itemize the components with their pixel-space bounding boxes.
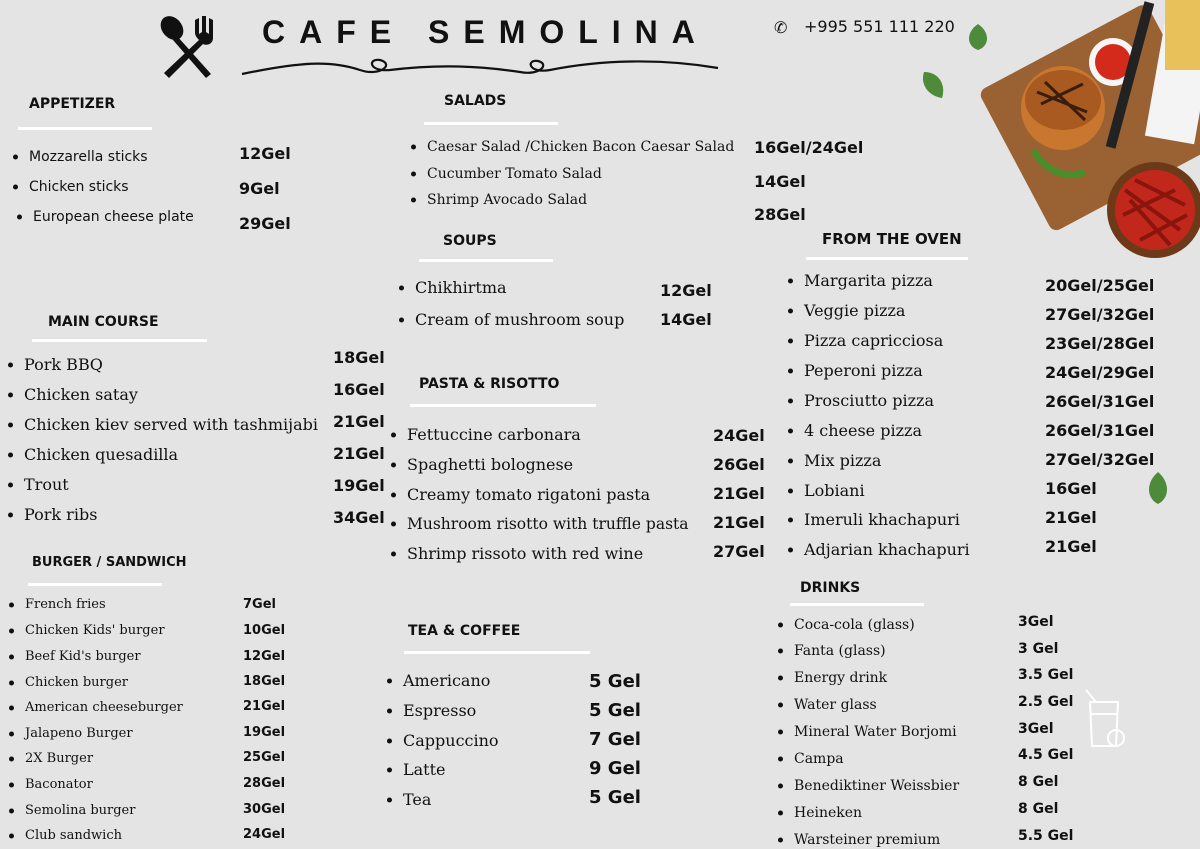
item-price: 5.5 Gel xyxy=(1018,828,1074,844)
menu-item: Shrimp Avocado Salad xyxy=(427,192,588,208)
menu-item: Caesar Salad /Chicken Bacon Caesar Salad xyxy=(427,139,735,155)
item-price: 19Gel xyxy=(243,725,286,740)
item-price: 5 Gel xyxy=(589,700,641,721)
menu-item: Pork ribs xyxy=(24,505,98,524)
menu-item: Water glass xyxy=(794,697,877,713)
section-divider xyxy=(404,651,590,654)
section-divider xyxy=(806,257,968,260)
item-price: 2.5 Gel xyxy=(1018,694,1074,710)
item-price: 21Gel xyxy=(713,513,765,532)
menu-item: Cream of mushroom soup xyxy=(415,310,625,329)
item-price: 24Gel xyxy=(713,426,765,445)
item-price: 19Gel xyxy=(333,476,385,495)
menu-item: Semolina burger xyxy=(25,803,136,818)
section-divider xyxy=(790,603,924,606)
food-image xyxy=(975,0,1200,270)
leaf-icon xyxy=(920,68,948,100)
menu-item: Warsteiner premium xyxy=(794,832,941,848)
menu-item: Chikhirtma xyxy=(415,278,507,297)
menu-item: Baconator xyxy=(25,777,93,792)
menu-item: Club sandwich xyxy=(25,828,122,843)
menu-item: Pork BBQ xyxy=(24,355,103,374)
section-divider xyxy=(28,583,162,586)
item-price: 16Gel/24Gel xyxy=(754,138,864,157)
item-price: 27Gel xyxy=(713,542,765,561)
section-divider xyxy=(32,339,207,342)
item-price: 27Gel/32Gel xyxy=(1045,450,1155,469)
leaf-icon xyxy=(1144,470,1172,506)
menu-item: Prosciutto pizza xyxy=(804,391,934,410)
item-price: 21Gel xyxy=(243,699,286,714)
menu-item: Chicken satay xyxy=(24,385,138,404)
section-heading-tea-coffee: TEA & COFFEE xyxy=(408,623,521,639)
section-divider xyxy=(410,404,596,407)
item-price: 9 Gel xyxy=(589,758,641,779)
menu-item: Mix pizza xyxy=(804,451,882,470)
item-price: 14Gel xyxy=(660,310,712,329)
menu-item: Latte xyxy=(403,760,446,779)
item-price: 7 Gel xyxy=(589,729,641,750)
menu-item: European cheese plate xyxy=(33,209,194,225)
menu-item: Mineral Water Borjomi xyxy=(794,724,957,740)
menu-item: Fettuccine carbonara xyxy=(407,425,581,444)
item-price: 16Gel xyxy=(1045,479,1097,498)
item-price: 3Gel xyxy=(1018,614,1054,630)
item-price: 29Gel xyxy=(239,214,291,233)
section-divider xyxy=(18,127,152,130)
menu-item: French fries xyxy=(25,597,106,612)
item-price: 28Gel xyxy=(243,776,286,791)
menu-item: Lobiani xyxy=(804,481,865,500)
menu-item: Americano xyxy=(403,671,491,690)
item-price: 28Gel xyxy=(754,205,806,224)
menu-item: Benediktiner Weissbier xyxy=(794,778,960,794)
menu-item: American cheeseburger xyxy=(25,700,183,715)
menu-item: Fanta (glass) xyxy=(794,643,886,659)
item-price: 3Gel xyxy=(1018,721,1054,737)
menu-item: Chicken Kids' burger xyxy=(25,623,165,638)
menu-item: Adjarian khachapuri xyxy=(804,540,970,559)
item-price: 3.5 Gel xyxy=(1018,667,1074,683)
item-price: 4.5 Gel xyxy=(1018,747,1074,763)
decorative-swirl xyxy=(240,52,720,82)
item-price: 5 Gel xyxy=(589,671,641,692)
cafe-title: CAFE SEMOLINA xyxy=(262,14,709,50)
section-heading-salads: SALADS xyxy=(444,93,507,109)
section-heading-main-course: MAIN COURSE xyxy=(48,314,159,330)
item-price: 12Gel xyxy=(243,649,286,664)
item-price: 24Gel/29Gel xyxy=(1045,363,1155,382)
menu-item: Veggie pizza xyxy=(804,301,906,320)
section-divider xyxy=(424,122,558,125)
menu-item: Heineken xyxy=(794,805,863,821)
menu-item: Shrimp rissoto with red wine xyxy=(407,544,644,563)
menu-item: Creamy tomato rigatoni pasta xyxy=(407,485,651,504)
section-heading-soups: SOUPS xyxy=(443,233,497,249)
menu-item: Coca-cola (glass) xyxy=(794,617,915,633)
item-price: 23Gel/28Gel xyxy=(1045,334,1155,353)
menu-item: Margarita pizza xyxy=(804,271,933,290)
item-price: 12Gel xyxy=(239,144,291,163)
item-price: 14Gel xyxy=(754,172,806,191)
menu-item: Chicken burger xyxy=(25,675,128,690)
item-price: 34Gel xyxy=(333,508,385,527)
menu-item: 4 cheese pizza xyxy=(804,421,922,440)
menu-item: Pizza capricciosa xyxy=(804,331,944,350)
item-price: 3 Gel xyxy=(1018,641,1059,657)
item-price: 25Gel xyxy=(243,750,286,765)
phone-number[interactable]: +995 551 111 220 xyxy=(804,17,955,36)
item-price: 26Gel xyxy=(713,455,765,474)
item-price: 21Gel xyxy=(713,484,765,503)
section-heading-appetizer: APPETIZER xyxy=(29,96,116,112)
item-price: 20Gel/25Gel xyxy=(1045,276,1155,295)
item-price: 21Gel xyxy=(333,412,385,431)
menu-item: Campa xyxy=(794,751,844,767)
menu-item: Cucumber Tomato Salad xyxy=(427,166,602,182)
item-price: 21Gel xyxy=(1045,508,1097,527)
item-price: 21Gel xyxy=(333,444,385,463)
item-price: 27Gel/32Gel xyxy=(1045,305,1155,324)
item-price: 30Gel xyxy=(243,802,286,817)
menu-item: Tea xyxy=(403,790,432,809)
menu-item: Beef Kid's burger xyxy=(25,649,141,664)
menu-item: Chicken kiev served with tashmijabi xyxy=(24,415,319,434)
item-price: 5 Gel xyxy=(589,787,641,808)
item-price: 24Gel xyxy=(243,827,286,842)
item-price: 7Gel xyxy=(243,597,276,612)
section-heading-pasta-risotto: PASTA & RISOTTO xyxy=(419,376,560,392)
menu-item: Peperoni pizza xyxy=(804,361,923,380)
item-price: 18Gel xyxy=(333,348,385,367)
phone-icon: ✆ xyxy=(774,18,788,37)
menu-item: Mozzarella sticks xyxy=(29,149,148,165)
menu-item: Trout xyxy=(24,475,69,494)
leaf-icon xyxy=(965,22,991,52)
item-price: 8 Gel xyxy=(1018,774,1059,790)
menu-item: Energy drink xyxy=(794,670,888,686)
menu-item: Chicken sticks xyxy=(29,179,129,195)
item-price: 12Gel xyxy=(660,281,712,300)
section-divider xyxy=(419,259,553,262)
section-heading-from-the-oven: FROM THE OVEN xyxy=(822,230,962,248)
menu-item: Cappuccino xyxy=(403,731,499,750)
menu-item: Mushroom risotto with truffle pasta xyxy=(407,515,689,533)
section-heading-drinks: DRINKS xyxy=(800,580,861,596)
section-heading-burger-sandwich: BURGER / SANDWICH xyxy=(32,555,187,570)
item-price: 21Gel xyxy=(1045,537,1097,556)
drink-glass-icon xyxy=(1080,686,1130,752)
menu-item: Espresso xyxy=(403,701,477,720)
item-price: 16Gel xyxy=(333,380,385,399)
menu-item: 2X Burger xyxy=(25,751,94,766)
menu-item: Chicken quesadilla xyxy=(24,445,179,464)
menu-item: Spaghetti bolognese xyxy=(407,455,574,474)
item-price: 10Gel xyxy=(243,623,286,638)
item-price: 18Gel xyxy=(243,674,286,689)
spoon-fork-logo-icon xyxy=(155,14,221,80)
menu-item: Imeruli khachapuri xyxy=(804,510,960,529)
item-price: 9Gel xyxy=(239,179,280,198)
menu-item: Jalapeno Burger xyxy=(25,726,133,741)
item-price: 26Gel/31Gel xyxy=(1045,421,1155,440)
item-price: 26Gel/31Gel xyxy=(1045,392,1155,411)
item-price: 8 Gel xyxy=(1018,801,1059,817)
